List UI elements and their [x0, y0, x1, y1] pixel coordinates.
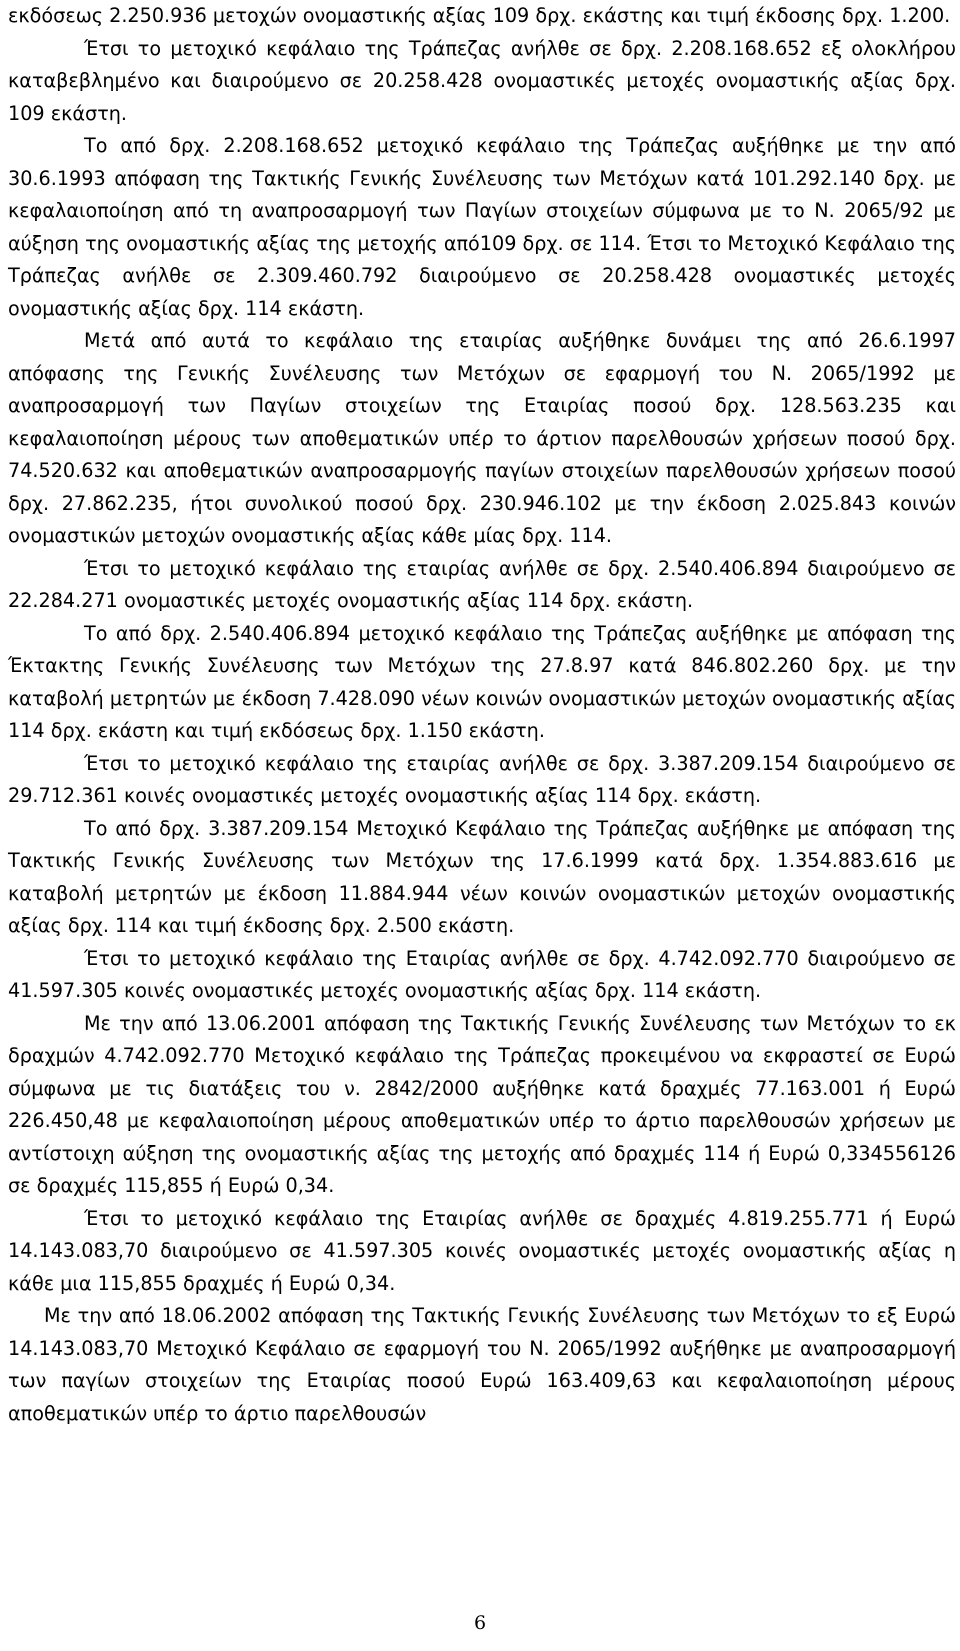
- paragraph-7: Έτσι το μετοχικό κεφάλαιο της εταιρίας ανήλθε σε δρχ. 3.387.209.154 διαιρούμενο σε 29.712.361 κοινές ονομαστικές μετοχές ονομαστικής αξίας 114 δρχ. εκάστη.: [8, 751, 956, 807]
- paragraph-10: Με την από 13.06.2001 απόφαση της Τακτικής Γενικής Συνέλευσης των Μετόχων το εκ δραχμών 4.742.092.770 Μετοχικό κεφάλαιο της Τράπεζας προκειμένου να εκφραστεί σε Ευρώ σύμφωνα με τις διατάξεις του ν. 2842/2000 αυξήθηκε κατά δραχμές 77.163.001 ή Ευρώ 226.450,48 με κεφαλαιοποίηση μέρους αποθεματικών υπέρ το άρτιο παρελθουσών χρήσεων με αντίστοιχη αύξηση της ονομαστικής αξίας της μετοχής από δραχμές 114 ή Ευρώ 0,334556126 σε δραχμές 115,855 ή Ευρώ 0,34.: [8, 1011, 956, 1197]
- paragraph-3: Το από δρχ. 2.208.168.652 μετοχικό κεφάλαιο της Τράπεζας αυξήθηκε με την από 30.6.1993 απόφαση της Τακτικής Γενικής Συνέλευσης των Μετόχων κατά 101.292.140 δρχ. με κεφαλαιοποίηση από τη αναπροσαρμογή των Παγίων στοιχείων σύμφωνα με το Ν. 2065/92 με αύξηση της ονομαστικής αξίας της μετοχής από109 δρχ. σε 114. Έτσι το Μετοχικό Κεφάλαιο της Τράπεζας ανήλθε σε 2.309.460.792 διαιρούμενο σε 20.258.428 ονομαστικές μετοχές ονομαστικής αξίας δρχ. 114 εκάστη.: [8, 134, 956, 320]
- paragraph-9: Έτσι το μετοχικό κεφάλαιο της Εταιρίας ανήλθε σε δρχ. 4.742.092.770 διαιρούμενο σε 41.597.305 κοινές ονομαστικές μετοχές ονομαστικής αξίας δρχ. 114 εκάστη.: [8, 946, 956, 1002]
- page-number: 6: [473, 1612, 487, 1634]
- paragraph-4: Μετά από αυτά το κεφάλαιο της εταιρίας αυξήθηκε δυνάμει της από 26.6.1997 απόφασης της Γενικής Συνέλευσης των Μετόχων σε εφαρμογή του Ν. 2065/1992 με αναπροσαρμογή των Παγίων στοιχείων της Εταιρίας ποσού δρχ. 128.563.235 και κεφαλαιοποίηση μέρους των αποθεματικών υπέρ το άρτιον παρελθουσών χρήσεων ποσού δρχ. 74.520.632 και αποθεματικών αναπροσαρμογής παγίων στοιχείων παρελθουσών χρήσεων ποσού δρχ. 27.862.235, ήτοι συνολικού ποσού δρχ. 230.946.102 με την έκδοση 2.025.843 κοινών ονομαστικών μετοχών ονομαστικής αξίας κάθε μίας δρχ. 114.: [8, 329, 956, 547]
- paragraph-12: Με την από 18.06.2002 απόφαση της Τακτικής Γενικής Συνέλευσης των Μετόχων το εξ Ευρώ 14.143.083,70 Μετοχικό Κεφάλαιο σε εφαρμογή του Ν. 2065/1992 αυξήθηκε με αναπροσαρμογή των παγίων στοιχείων της Εταιρίας ποσού Ευρώ 163.409,63 και κεφαλαιοποίηση μέρους αποθεματικών υπέρ το άρτιο παρελθουσών: [8, 1304, 956, 1425]
- paragraph-8: Το από δρχ. 3.387.209.154 Μετοχικό Κεφάλαιο της Τράπεζας αυξήθηκε με απόφαση της Τακτικής Γενικής Συνέλευσης των Μετόχων της 17.6.1999 κατά δρχ. 1.354.883.616 με καταβολή μετρητών με έκδοση 11.884.944 νέων κοινών ονομαστικών μετοχών ονομαστικής αξίας δρχ. 114 και τιμή έκδοσης δρχ. 2.500 εκάστη.: [8, 816, 956, 937]
- paragraph-2: Έτσι το μετοχικό κεφάλαιο της Τράπεζας ανήλθε σε δρχ. 2.208.168.652 εξ ολοκλήρου καταβεβλημένο και διαιρούμενο σε 20.258.428 ονομαστικές μετοχές ονομαστικής αξίας δρχ. 109 εκάστη.: [8, 36, 956, 125]
- paragraph-6: Το από δρχ. 2.540.406.894 μετοχικό κεφάλαιο της Τράπεζας αυξήθηκε με απόφαση της Έκτακτης Γενικής Συνέλευσης των Μετόχων της 27.8.97 κατά 846.802.260 δρχ. με την καταβολή μετρητών με έκδοση 7.428.090 νέων κοινών ονομαστικών μετοχών ονομαστικής αξίας 114 δρχ. εκάστη και τιμή εκδόσεως δρχ. 1.150 εκάστη.: [8, 621, 956, 742]
- body-text: [8, 0, 956, 1430]
- paragraph-5: Έτσι το μετοχικό κεφάλαιο της εταιρίας ανήλθε σε δρχ. 2.540.406.894 διαιρούμενο σε 22.284.271 ονομαστικές μετοχές ονομαστικής αξίας 114 δρχ. εκάστη.: [8, 556, 956, 612]
- paragraph-1: εκδόσεως 2.250.936 μετοχών ονομαστικής αξίας 109 δρχ. εκάστης και τιμή έκδοσης δρχ. 1.200.: [8, 4, 951, 27]
- paragraph-11: Έτσι το μετοχικό κεφάλαιο της Εταιρίας ανήλθε σε δραχμές 4.819.255.771 ή Ευρώ 14.143.083,70 διαιρούμενο σε 41.597.305 κοινές ονομαστικές μετοχές ονομαστικής αξίας η κάθε μια 115,855 δραχμές ή Ευρώ 0,34.: [8, 1206, 956, 1295]
